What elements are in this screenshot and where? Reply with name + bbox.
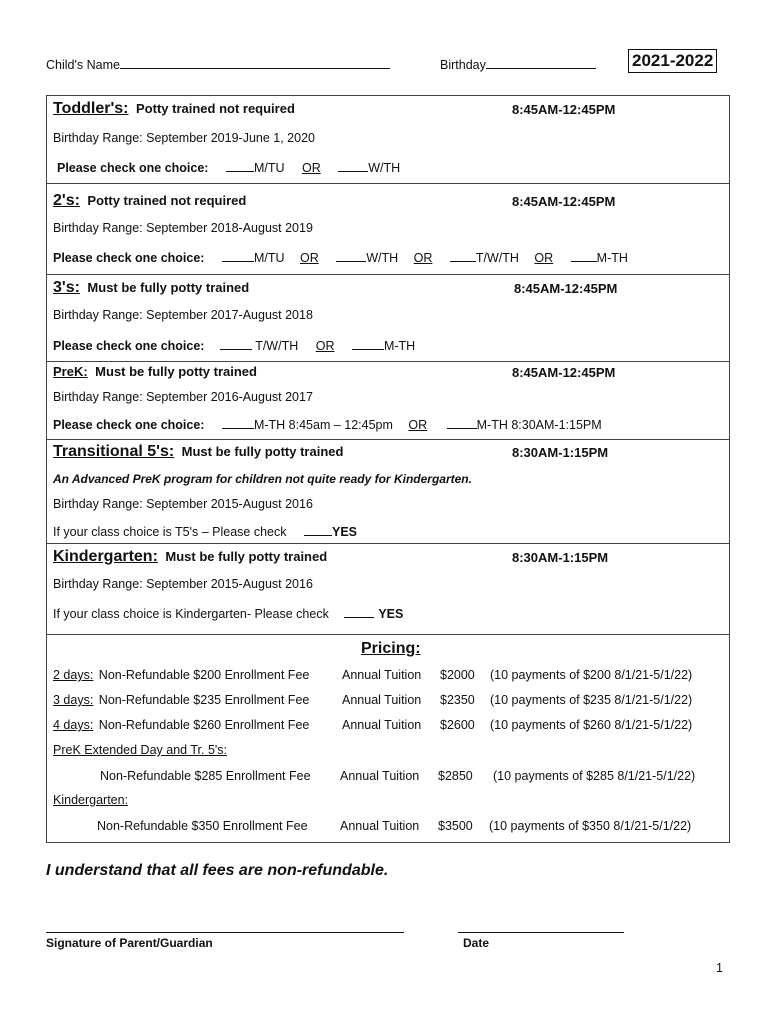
toddlers-requirement: Potty trained not required	[136, 101, 295, 116]
prek-extended-blank[interactable]	[447, 415, 477, 429]
twos-title: 2's:	[53, 192, 80, 209]
t5-yes-label: YES	[332, 525, 358, 539]
toddlers-birthday-range: Birthday Range: September 2019-June 1, 2020	[53, 131, 315, 145]
threes-opt-mth: M-TH	[383, 339, 416, 353]
signature-line[interactable]	[46, 920, 404, 933]
pricing-tuition-label: Annual Tuition	[340, 819, 420, 833]
pricing-payments: (10 payments of $200 8/1/21-5/1/22)	[490, 668, 693, 682]
twos-choice-row	[53, 248, 628, 265]
twos-mth-blank[interactable]	[571, 248, 597, 262]
threes-mth-blank[interactable]	[352, 336, 384, 350]
pricing-tuition-label: Annual Tuition	[342, 718, 422, 732]
birthday-line[interactable]	[486, 55, 596, 69]
t5-time: 8:30AM-1:15PM	[512, 445, 609, 460]
kindergarten-heading	[53, 548, 327, 566]
pricing-fee: Non-Refundable $235 Enrollment Fee	[98, 693, 310, 707]
divider	[46, 361, 730, 362]
pricing-days-label: 4 days:	[53, 718, 94, 732]
toddlers-wth-blank[interactable]	[338, 158, 368, 172]
birthday-label: Birthday	[440, 58, 486, 72]
pricing-kinder-fee: Non-Refundable $350 Enrollment Fee	[97, 819, 308, 833]
pricing-fee: Non-Refundable $200 Enrollment Fee	[98, 668, 310, 682]
twos-twth-blank[interactable]	[450, 248, 476, 262]
t5-yes-blank[interactable]	[304, 522, 332, 536]
pricing-payments: (10 payments of $235 8/1/21-5/1/22)	[490, 693, 693, 707]
threes-twth-blank[interactable]	[220, 336, 252, 350]
or-label: OR	[300, 251, 319, 265]
kindergarten-time: 8:30AM-1:15PM	[512, 550, 609, 565]
toddlers-mtu-blank[interactable]	[226, 158, 254, 172]
pricing-extended-fee: Non-Refundable $285 Enrollment Fee	[100, 769, 311, 783]
pricing-tuition-label: Annual Tuition	[340, 769, 420, 783]
signature-label: Signature of Parent/Guardian	[46, 936, 213, 950]
toddlers-title: Toddler's:	[53, 100, 129, 117]
or-label: OR	[534, 251, 554, 265]
pricing-row	[53, 668, 309, 682]
toddlers-check-label: Please check one choice:	[57, 161, 209, 175]
pricing-amount: $2350	[440, 693, 475, 707]
prek-choice-row	[53, 415, 602, 432]
date-line[interactable]	[458, 920, 624, 933]
threes-time: 8:45AM-12:45PM	[514, 281, 618, 296]
twos-opt-mtu: M/TU	[253, 251, 285, 265]
threes-check-label: Please check one choice:	[53, 339, 205, 353]
pricing-row	[53, 718, 309, 732]
prek-birthday-range: Birthday Range: September 2016-August 2017	[53, 390, 313, 404]
threes-choice-row	[53, 336, 415, 353]
twos-check-label: Please check one choice:	[53, 251, 205, 265]
twos-requirement: Potty trained not required	[87, 193, 247, 208]
divider	[46, 634, 730, 635]
pricing-row	[53, 693, 309, 707]
pricing-extended-label: PreK Extended Day and Tr. 5's:	[53, 743, 228, 757]
twos-time: 8:45AM-12:45PM	[512, 194, 616, 209]
divider	[46, 543, 730, 544]
pricing-amount: $3500	[438, 819, 473, 833]
prek-title: PreK:	[53, 364, 88, 379]
prek-time: 8:45AM-12:45PM	[512, 365, 616, 380]
prek-check-label: Please check one choice:	[53, 418, 205, 432]
pricing-amount: $2850	[438, 769, 473, 783]
pricing-kinder-label: Kindergarten:	[53, 793, 129, 807]
prek-opt-halfday: M-TH 8:45am – 12:45pm	[253, 418, 393, 432]
pricing-tuition-label: Annual Tuition	[342, 668, 422, 682]
pricing-payments: (10 payments of $285 8/1/21-5/1/22)	[493, 769, 696, 783]
prek-heading	[53, 364, 257, 379]
twos-opt-mth: M-TH	[596, 251, 628, 265]
prek-opt-extended: M-TH 8:30AM-1:15PM	[476, 418, 602, 432]
threes-opt-twth: T/W/TH	[251, 339, 299, 353]
prek-halfday-blank[interactable]	[222, 415, 254, 429]
kindergarten-birthday-range: Birthday Range: September 2015-August 2016	[53, 577, 313, 591]
kindergarten-requirement: Must be fully potty trained	[165, 549, 328, 564]
divider	[46, 274, 730, 275]
t5-check-row	[53, 522, 357, 539]
toddlers-opt-mtu: M/TU	[253, 161, 285, 175]
page-number: 1	[716, 961, 723, 975]
threes-heading	[53, 279, 249, 297]
kindergarten-check-text: If your class choice is Kindergarten- Please check	[53, 607, 329, 621]
or-label: OR	[413, 251, 433, 265]
pricing-fee: Non-Refundable $260 Enrollment Fee	[98, 718, 310, 732]
or-label: OR	[315, 339, 335, 353]
kindergarten-check-row	[53, 604, 403, 621]
kindergarten-title: Kindergarten:	[53, 548, 158, 565]
birthday-field[interactable]	[440, 55, 596, 72]
twos-opt-twth: T/W/TH	[475, 251, 519, 265]
t5-birthday-range: Birthday Range: September 2015-August 2016	[53, 497, 313, 511]
child-name-line[interactable]	[120, 55, 390, 69]
twos-opt-wth: W/TH	[366, 251, 399, 265]
t5-title: Transitional 5's:	[53, 443, 175, 460]
or-label: OR	[302, 161, 321, 175]
threes-birthday-range: Birthday Range: September 2017-August 2018	[53, 308, 313, 322]
twos-birthday-range: Birthday Range: September 2018-August 2019	[53, 221, 313, 235]
child-name-field[interactable]	[46, 55, 390, 72]
date-label: Date	[463, 936, 490, 950]
pricing-amount: $2600	[440, 718, 475, 732]
toddlers-heading	[53, 100, 295, 118]
t5-requirement: Must be fully potty trained	[181, 444, 344, 459]
toddlers-time: 8:45AM-12:45PM	[512, 102, 616, 117]
toddlers-choice-row	[57, 158, 400, 175]
pricing-title: Pricing:	[361, 640, 421, 657]
prek-requirement: Must be fully potty trained	[95, 364, 257, 379]
twos-mtu-blank[interactable]	[222, 248, 254, 262]
divider	[46, 183, 730, 184]
t5-heading	[53, 443, 343, 461]
school-year-box: 2021-2022	[628, 49, 717, 73]
t5-check-text: If your class choice is T5's – Please check	[53, 525, 287, 539]
pricing-payments: (10 payments of $260 8/1/21-5/1/22)	[490, 718, 693, 732]
pricing-tuition-label: Annual Tuition	[342, 693, 422, 707]
pricing-days-label: 3 days:	[53, 693, 94, 707]
t5-description: An Advanced PreK program for children not quite ready for Kindergarten.	[53, 472, 472, 486]
pricing-amount: $2000	[440, 668, 475, 682]
child-name-label: Child's Name	[46, 58, 120, 72]
pricing-days-label: 2 days:	[53, 668, 94, 682]
twos-heading	[53, 192, 246, 210]
twos-wth-blank[interactable]	[336, 248, 366, 262]
divider	[46, 439, 730, 440]
kindergarten-yes-label: YES	[378, 607, 404, 621]
toddlers-opt-wth: W/TH	[368, 161, 401, 175]
kindergarten-yes-blank[interactable]	[344, 604, 374, 618]
or-label: OR	[408, 418, 428, 432]
threes-title: 3's:	[53, 279, 80, 296]
threes-requirement: Must be fully potty trained	[87, 280, 250, 295]
non-refundable-statement: I understand that all fees are non-refundable.	[46, 862, 389, 879]
pricing-payments: (10 payments of $350 8/1/21-5/1/22)	[489, 819, 692, 833]
